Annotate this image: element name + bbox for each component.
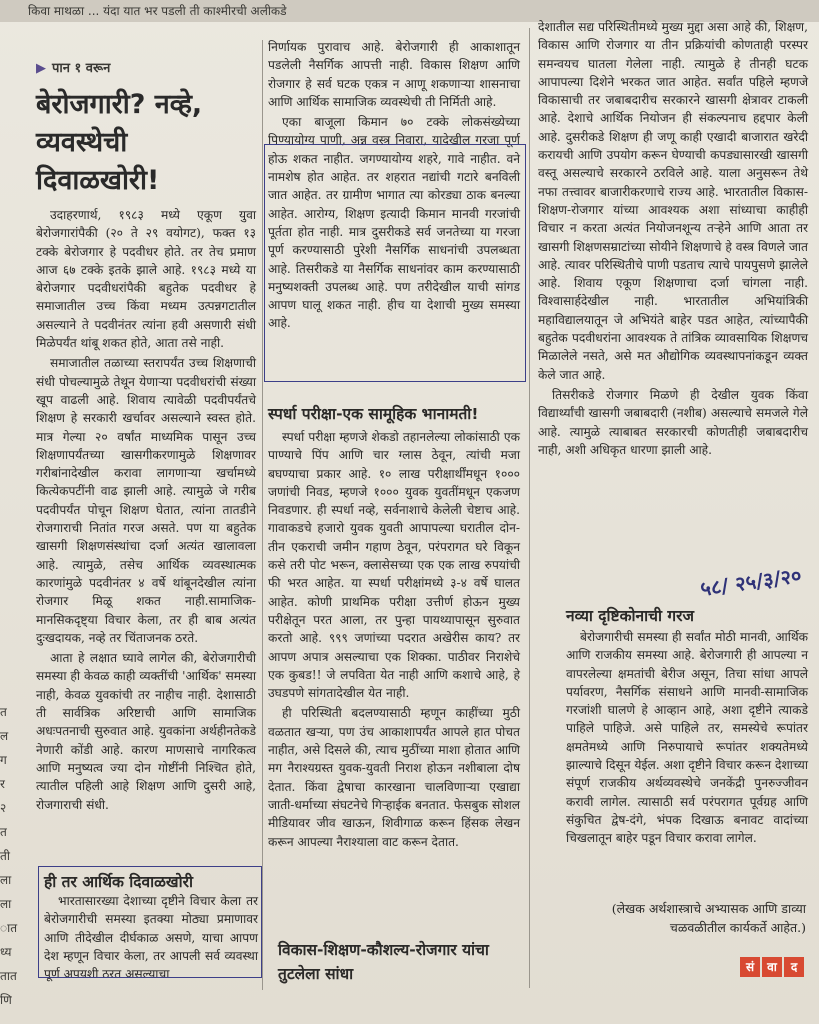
margin-letter: त	[0, 705, 7, 719]
paragraph: निर्णायक पुरावाच आहे. बेरोजगारी ही आकाशातून पडलेली नैसर्गिक आपत्ती नाही. विकास शिक्षण आणि रोजगार हे सर्व घटक एकत्र न आणू शकणाऱ्या शासनाचा आणि आर्थिक सामाजिक व्यवस्थेची ती निर्मिती आहे.	[268, 40, 520, 109]
margin-letter: ध्य	[0, 945, 12, 959]
paragraph: तिसरीकडे रोजगार मिळणे ही देखील युवक किंवा विद्यार्थ्यांची खासगी जबाबदारी (नशीब) असल्याचे समजले गेले आहे. त्यामुळे त्याबाबत सरकारची कोणतीही जबाबदारीच नाही, अशी अधिकृत धारणा झाली आहे.	[538, 387, 808, 457]
author-credit: (लेखक अर्थशास्त्राचे अभ्यासक आणि डाव्या चळवळीतील कार्यकर्ते आहेत.)	[611, 901, 806, 935]
subheading: नव्या दृष्टिकोनाची गरज	[566, 607, 694, 625]
margin-letter: र	[0, 777, 5, 791]
margin-letter: २	[0, 801, 7, 815]
paragraph: देशातील सद्य परिस्थितीमध्ये मुख्य मुद्दा असा आहे की, शिक्षण, विकास आणि रोजगार या तीन प्रक्रियांची कोणताही परस्पर समन्वयच घातला गेलेला नाही. त्यामुळे हे तीनही घटक आपापल्या दिशेने भरकत जात आहेत. सर्वांत पहिले म्हणजे विकासाची तर जबाबदारीच सरकारने खासगी क्षेत्रावर टाकली आहे. देशाचे आर्थिक नियोजन ही संकल्पनाच हद्दपार केली आहे. दुसरीकडे शिक्षण ही जणू काही एखादी बाजारात खरेदी करायची आणि उपयोग करून घेण्याची कपड्यासारखी खासगी वस्तू असल्याचे सरकारने ठरविले आहे. याला अनुसरून तेथे नफा तत्त्वावर बाजारीकरणाचे राज्य आहे. भारतातील विकास-शिक्षण-रोजगार यांच्या आवश्यक अशा सांध्याचा काहीही विचार न करता अत्यंत नियोजनशून्य तऱ्हेने आणि आता तर खासगी शिक्षणसम्राटांच्या सोयीने शिक्षणाचे हे वस्त्र विणले जात आहे. त्यावर परिस्थितीचे पाणी पडताच त्याचे पायपुसणे झालेले आहे. शिवाय एकूण शिक्षणाचा दर्जा चांगला नाही. विश्वासार्हदेखील नाही. भारतातील अभियांत्रिकी महाविद्यालयातून जे अभियंते बाहेर पडत आहेत, त्यांच्यापैकी बहुतेक पदवीधरांना आवश्यक ते तांत्रिक व्यावसायिक शिक्षणच मिळालेले नसते, असे मत औद्योगिक व्यवस्थापनांकडून व्यक्त केले जात आहे.	[538, 20, 808, 382]
logo-letter: वा	[762, 957, 782, 977]
paragraph: समाजातील तळाच्या स्तरापर्यंत उच्च शिक्षणाची संधी पोचल्यामुळे तेथून येणाऱ्या पदवीधरांची संख्या खूप वाढली आहे. शिवाय त्यावेळी पदवीपर्यंतचे शिक्षण हे सरकारी खर्चावर असल्याने स्वस्त होते. मात्र गेल्या २० वर्षांत माध्यमिक पासून उच्च शिक्षणापर्यंतच्या खासगीकरणामुळे शिक्षणावर गरीबांनादेखील करावा लागणाऱ्या खर्चामध्ये कित्येकपटींनी वाढ झाली आहे. त्यामुळे जे गरीब पदवीपर्यंत पोचून शिक्षण घेतात, त्यांना तातडीने रोजगाराची नितांत गरज असते. पण या बहुतेक खासगी शिक्षणसंस्थांचा दर्जा अत्यंत खालावला आहे. त्यामुळे, तसेच आर्थिक व्यवस्थात्मक कारणांमुळे पदवीनंतर ४ वर्षे थांबूनदेखील त्यांना रोजगार मिळू शकत नाही.सामाजिक-मानसिकदृष्ट्या विचार केला, तर ही बाब अत्यंत दुःखदायक, नव्हे तर चिंताजनक ठरते.	[36, 356, 256, 645]
margin-letter: ग	[0, 753, 7, 767]
margin-letter: त	[0, 825, 7, 839]
paragraph: एका बाजूला किमान ७० टक्के लोकसंख्येच्या पिण्यायोग्य पाणी, अन्न वस्त्र निवारा, यादेखील गरजा पूर्ण होऊ शकत नाहीत. जगण्यायोग्य शहरे, गावे नाहीत. वने नामशेष होत आहेत. तर शहरात नद्यांची गटारे बनविली जात आहेत. तर ग्रामीण भागात त्या कोरड्या ठाक बनल्या आहेत. आरोग्य, शिक्षण इत्यादी किमान मानवी गरजांची पूर्तता होत नाही. मात्र दुसरीकडे सर्व जनतेच्या या गरजा पूर्ण करण्यासाठी पुरेशी नैसर्गिक साधनांची उपलब्धता आहे. तिसरीकडे या नैसर्गिक साधनांवर काम करण्यासाठी मनुष्यशक्ती उपलब्ध आहे. पण तरीदेखील याची सांगड आपण घालू शकत नाही. हीच या देशाची मुख्य समस्या आहे.	[268, 115, 520, 331]
handwritten-signature: ५८/ २५/३/२०	[698, 563, 803, 601]
subheading: स्पर्धा परीक्षा-एक सामूहिक भानामती!	[268, 405, 479, 423]
column-1	[36, 206, 256, 816]
paragraph: उदाहरणार्थ, १९८३ मध्ये एकूण युवा बेरोजगारांपैकी (२० ते २९ वयोगट), फक्त १३ टक्के बेरोजगार हे पदवीधर होते. तर तेच प्रमाण आज ६७ टक्के इतके झाले आहे. १९८३ मध्ये या बेरोजगार पदवीधरांपैकी बहुतेक पदवीधर हे समाजातील उच्च किंवा मध्यम उत्पन्नगटातील असल्याने ते पदवीनंतर त्यांना हवी असणारी संधी मिळेपर्यंत थांबू शकत होते, आता तसे नाही.	[36, 208, 256, 351]
margin-letter: ात	[0, 921, 18, 935]
column-divider	[262, 40, 263, 990]
column-2-mid	[268, 428, 520, 853]
subheading: विकास-शिक्षण-कौशल्य-रोजगार यांचा तुटलेला सांधा	[278, 941, 489, 983]
paragraph: भारतासारख्या देशाच्या दृष्टीने विचार केला तर बेरोजगारीची समस्या इतक्या मोठ्या प्रमाणावर आणि तीदेखील दीर्घकाळ असणे, याचा आपण देश म्हणून विचार केला, तर आपली सर्व व्यवस्था पूर्ण अपयशी ठरत असल्याचा	[44, 894, 258, 982]
left-margin-text	[0, 700, 16, 1024]
logo-letter: सं	[740, 957, 760, 977]
highlight-box	[264, 144, 526, 382]
paragraph: ही परिस्थिती बदलण्यासाठी म्हणून काहींच्या मुठी वळतात खऱ्या, पण उंच आकाशापर्यंत आपले हात पोचत नाहीत, असे दिसले की, त्याच मुठींच्या माशा होतात आणि मग नैराश्यग्रस्त युवक-युवती निराश होऊन नशीबाला दोष देतात. किंवा द्वेषाचा कारखाना चालविणाऱ्या एखाद्या जाती-धर्माच्या संघटनेचे गिऱ्हाईक बनतात. फेसबुक सोशल मीडियावर जीव खाऊन, शिवीगाळ करून हिंसक लेखन करून आपल्या नैराश्याला वाट करून देतात.	[268, 706, 520, 849]
arrow-icon: ▶	[36, 61, 46, 76]
margin-letter: ला	[0, 897, 12, 911]
margin-letter: तात	[0, 969, 17, 983]
paragraph: आता हे लक्षात घ्यावे लागेल की, बेरोजगारीची समस्या ही केवळ काही व्यक्तींची 'आर्थिक' समस्या नाही, केवळ युवकांची तर नाहीच नाही. देशासाठी ती सार्वत्रिक अरिष्टाची आणि सामाजिक अधःपतनाची सुरुवात आहे. युवकांना अर्थहीनतेकडे नेणारी कोंडी आहे. कारण माणसाचे नागरिकत्व आणि मनुष्यत्व ज्या दोन गोष्टींनी निश्चित होते, त्यातील पहिली आहे शिक्षण आणि दुसरी आहे, रोजगाराची संधी.	[36, 651, 256, 812]
article-headline: बेरोजगारी? नव्हे, व्यवस्थेची दिवाळखोरी!	[36, 89, 203, 196]
subheading: ही तर आर्थिक दिवाळखोरी	[44, 873, 193, 891]
margin-letter: ला	[0, 873, 12, 887]
logo-letter: द	[784, 957, 804, 977]
highlight-box	[38, 866, 262, 978]
column-divider	[529, 28, 530, 988]
header-strip: किवा माथळा ... यंदा यात भर पडली ती काश्मीरची अलीकडे	[0, 0, 819, 22]
margin-letter: ती	[0, 849, 10, 863]
column-3-bottom	[566, 628, 808, 850]
paragraph: स्पर्धा परीक्षा म्हणजे शेकडो तहानलेल्या लोकांसाठी एक पाण्याचे पिंप आणि चार ग्लास ठेवून, त्यांची मजा बघण्याचा प्रकार आहे. १० लाख परीक्षार्थींमधून १००० जणांची निवड, म्हणजे १००० युवक युवतींमधून एकजण निवडणार. ही स्पर्धा नव्हे, सर्वनाशाचे केलेली चेष्टाच आहे. गावाकडचे हजारो युवक युवती आपापल्या घरातील दोन-तीन एकराची जमीन गहाण ठेवून, परंपरागत घरे विकून कसे तरी पोट भरून, क्लासेसच्या एक एक लाख रुपयांची फी भरत आहेत. या स्पर्धा परीक्षांमध्ये ३-४ वर्षे घालत आहेत. कोणी प्राथमिक परीक्षा उत्तीर्ण होऊन मुख्य परीक्षेतून परत आला, तर पुन्हा पायथ्यापासून सुरुवात करतो आहे. ९९९ जणांच्या पदरात अखेरीस काय? तर आपण अपात्र असल्याचा एक शिक्का. पाठीवर निराशेचे एक कुबड!! जे लपविता येत नाही आणि कशाचे आहे, हे उघडपणे सांगतादेखील येत नाही.	[268, 430, 520, 701]
continued-from-kicker	[36, 58, 110, 76]
margin-letter: ल	[0, 729, 9, 743]
margin-letter: णि	[0, 993, 12, 1007]
paragraph: बेरोजगारीची समस्या ही सर्वांत मोठी मानवी, आर्थिक आणि राजकीय समस्या आहे. बेरोजगारी ही आपल्या न वापरलेल्या क्षमतांची बेरीज असून, तिचा सांधा आपले पर्यावरण, नैसर्गिक संसाधने आणि मानवी-सामाजिक गरजांशी घालणे हे आव्हान आहे, अशा दृष्टीने त्याकडे पाहिले पाहिजे. असे पाहिले तर, समस्येचे रूपांतर क्षमतेमध्ये आणि निरुपायाचे रूपांतर शक्यतेमध्ये झाल्याचे दिसून येईल. अशा दृष्टीने विचार करून देशाच्या संपूर्ण राजकीय अर्थव्यवस्थेचे जनकेंद्री पुनरुज्जीवन करावी लागेल. त्यासाठी सर्व परंपरागत पूर्वग्रह आणि संकुचित द्वेष-दंगे, भंपक दिखाऊ बनावट वादांच्या चिखलातून बाहेर पडून विचार करावा लागेल.	[566, 630, 808, 846]
column-3	[538, 18, 808, 461]
kicker-text: पान १ वरून	[52, 61, 111, 76]
samvad-logo	[740, 957, 804, 977]
